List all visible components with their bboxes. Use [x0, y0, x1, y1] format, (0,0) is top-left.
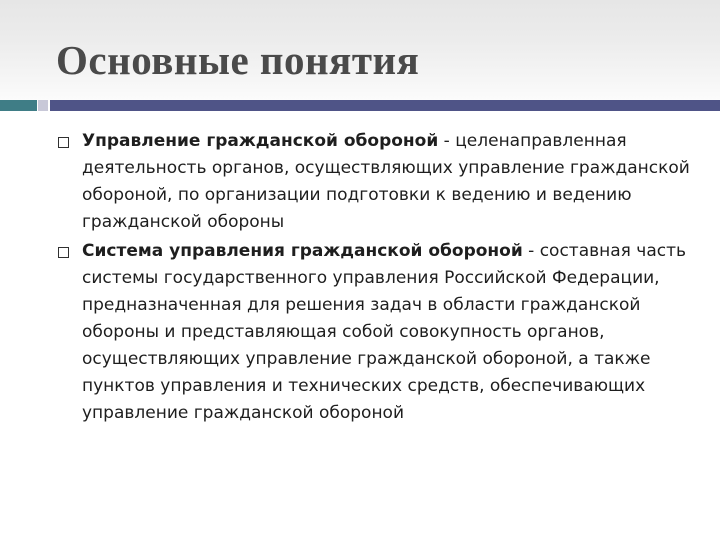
definition-item-civil-defense-management-system: [58, 238, 698, 427]
definition-list: [58, 128, 698, 427]
square-outline-icon: [58, 137, 69, 148]
title-rule-accent: [0, 100, 37, 111]
definition-term: Управление гражданской обороной: [82, 131, 439, 151]
title-rule: [50, 100, 720, 111]
definition-item-civil-defense-management: [58, 128, 698, 236]
definition-text: - целенаправленная деятельность органов, осуществляющих управление гражданской обороной, по организации подготовки к ведению и ведению гражданской обороны: [82, 131, 690, 232]
square-outline-icon: [58, 247, 69, 258]
definition-text: - составная часть системы государственного управления Российской Федерации, предназначенная для решения задач в области гражданской обороны и представляющая собой совокупность органов, осуществляющих управление гражданской обороной, а также пунктов управления и технических средств, обеспечивающих управление гражданской обороной: [82, 241, 687, 423]
definition-term: Система управления гражданской обороной: [82, 241, 523, 261]
title-rule-divider: [38, 100, 48, 111]
slide-title: Основные понятия: [56, 37, 420, 83]
